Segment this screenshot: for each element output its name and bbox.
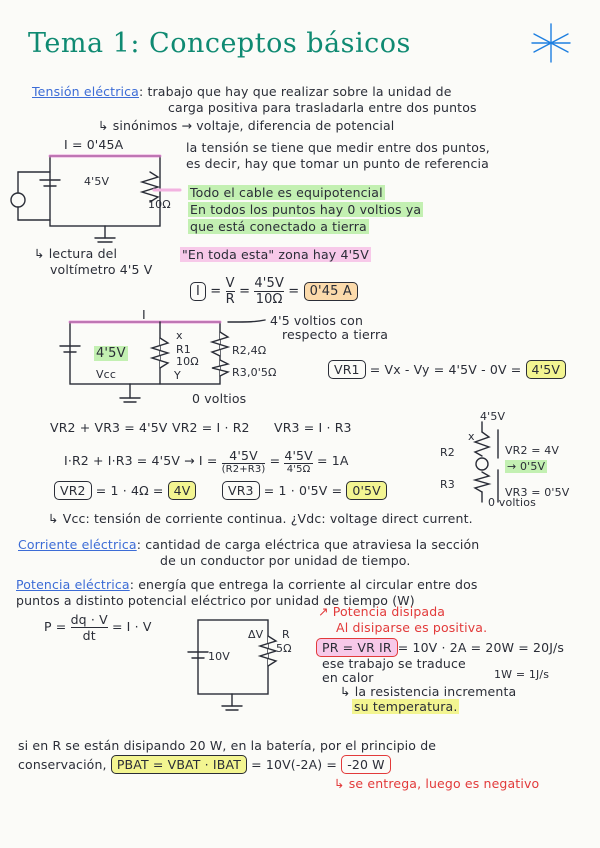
tension-reference-note2: es decir, hay que tomar un punto de referencia <box>186 156 489 171</box>
tension-definition-line1: Tensión eléctrica: trabajo que hay que realizar sobre la unidad de <box>32 84 452 99</box>
tension-heading: Tensión eléctrica <box>32 84 139 99</box>
circuit2-vcc-label: Vcc <box>96 368 117 381</box>
dissipated-power-note1: ↗ Potencia disipada <box>318 604 446 619</box>
vr2-ohm-equation: VR2 = I · R2 <box>172 420 250 435</box>
power-formula: P = $\frac{dq \cdot V}{dt}$ = I · V <box>44 612 152 643</box>
circuit2-node-x: x <box>176 329 183 342</box>
circuit2-voltage-note2: respecto a tierra <box>282 327 389 342</box>
pbat-box: PBAT = VBAT · IBAT <box>111 755 247 774</box>
power-circuit-voltage: 10V <box>208 650 230 663</box>
corriente-definition-line2: de un conductor por unidad de tiempo. <box>160 553 411 568</box>
side-mid-voltage: → 0'5V <box>507 460 546 473</box>
watt-joule-equivalence: 1W = 1J/s <box>494 668 550 681</box>
cable-note-line2: En todos los puntos hay 0 voltios ya <box>190 202 422 217</box>
side-vr2-label: VR2 = 4V <box>505 444 560 457</box>
power-circuit-r-label: R <box>282 628 290 641</box>
circuit2-current-label: I <box>142 307 146 322</box>
heat-note-line1: ese trabajo se traduce <box>322 656 466 671</box>
potencia-definition-line2: puntos a distinto potencial eléctrico por unidad de tiempo (W) <box>16 593 415 608</box>
power-circuit-r-value: 5Ω <box>276 642 292 655</box>
ohm-result-box: 0'45 A <box>304 282 358 301</box>
cable-note-line3: que está conectado a tierra <box>190 219 367 234</box>
circuit2-r2-label: R2,4Ω <box>232 344 267 357</box>
circuit2-source-label: 4'5V <box>96 346 126 361</box>
vr3-equation: VR3 = 1 · 0'5V = 0'5V <box>222 483 387 498</box>
vr1-box: VR1 <box>328 360 366 379</box>
tension-synonyms: ↳ sinónimos → voltaje, diferencia de potencial <box>98 118 395 133</box>
circuit2-zero-volts: 0 voltios <box>192 391 247 406</box>
circuit2-voltage-note1: 4'5 voltios con <box>270 313 364 328</box>
circuit1-diagram <box>10 150 170 250</box>
vr1-equation: VR1 = Vx - Vy = 4'5V - 0V = 4'5V <box>328 362 566 377</box>
heat-note-line2: en calor <box>322 670 374 685</box>
side-node-x: x <box>468 430 475 443</box>
conservation-line2: conservación, PBAT = VBAT · IBAT = 10V(-2A) = -20 W <box>18 757 391 772</box>
corriente-definition-line1: Corriente eléctrica: cantidad de carga eléctrica que atraviesa la sección <box>18 537 480 552</box>
resistor-power-equation: PR = VR IR = 10V · 2A = 20W = 20J/s <box>316 640 564 655</box>
circuit2-r1-label: R1 <box>176 343 191 356</box>
side-top-voltage: 4'5V <box>480 410 506 423</box>
kvl-equation: VR2 + VR3 = 4'5V <box>50 420 168 435</box>
side-r2-label: R2 <box>440 446 455 459</box>
side-vr3-label: VR3 = 0'5V <box>505 486 570 499</box>
ohm-current-box: I <box>190 282 206 301</box>
temperature-note-line1: ↳ la resistencia incrementa <box>340 684 517 699</box>
tension-reference-note1: la tensión se tiene que medir entre dos puntos, <box>186 140 490 155</box>
corriente-heading: Corriente eléctrica <box>18 537 137 552</box>
vr2-equation: VR2 = 1 · 4Ω = 4V <box>54 483 196 498</box>
vr1-result-box: 4'5V <box>526 360 567 379</box>
asterisk-star-icon <box>528 20 574 66</box>
ohm-law-formula: I = $\frac{V}{R}$ = $\frac{4'5V}{10\Omega}$ = 0'45 A <box>190 276 358 307</box>
side-r3-label: R3 <box>440 478 455 491</box>
voltmeter-note-line1: ↳ lectura del <box>34 246 118 261</box>
negative-power-note: ↳ se entrega, luego es negativo <box>334 776 540 791</box>
current-solve-equation: I·R2 + I·R3 = 4'5V → I = 4'5V (R2+R3) = 4'5V 4'5Ω = 1A <box>64 448 349 475</box>
circuit2-r3-label: R3,0'5Ω <box>232 366 277 379</box>
circuit1-current-label: I = 0'45A <box>64 137 124 152</box>
circuit2-node-y: Y <box>174 369 181 382</box>
potencia-definition-line1: Potencia eléctrica: energía que entrega la corriente al circular entre dos <box>16 577 478 592</box>
pr-box: PR = VR IR <box>316 638 398 657</box>
vcc-note: ↳ Vcc: tensión de corriente continua. ¿Vdc: voltage direct current. <box>48 511 473 526</box>
voltmeter-note-line2: voltímetro 4'5 V <box>50 262 153 277</box>
tension-definition-line2: carga positiva para trasladarla entre dos puntos <box>168 100 477 115</box>
power-circuit-diagram <box>182 614 282 714</box>
power-circuit-delta-v: ΔV <box>248 628 264 641</box>
temperature-note-line2: su temperatura. <box>354 699 458 714</box>
circuit1-resistor-label: 10Ω <box>148 198 171 211</box>
zone-note: "En toda esta" zona hay 4'5V <box>182 247 369 262</box>
potencia-heading: Potencia eléctrica <box>16 577 130 592</box>
dissipated-power-note2: Al disiparse es positiva. <box>336 620 488 635</box>
pbat-result-box: -20 W <box>341 755 391 774</box>
conservation-line1: si en R se están disipando 20 W, en la batería, por el principio de <box>18 738 437 753</box>
circuit1-source-label: 4'5V <box>84 175 110 188</box>
circuit2-r1-value: 10Ω <box>176 355 199 368</box>
vr3-ohm-equation: VR3 = I · R3 <box>274 420 352 435</box>
cable-note-line1: Todo el cable es equipotencial <box>190 185 383 200</box>
page-title: Tema 1: Conceptos básicos <box>28 28 411 59</box>
side-zero-volts: 0 voltios <box>488 496 536 509</box>
